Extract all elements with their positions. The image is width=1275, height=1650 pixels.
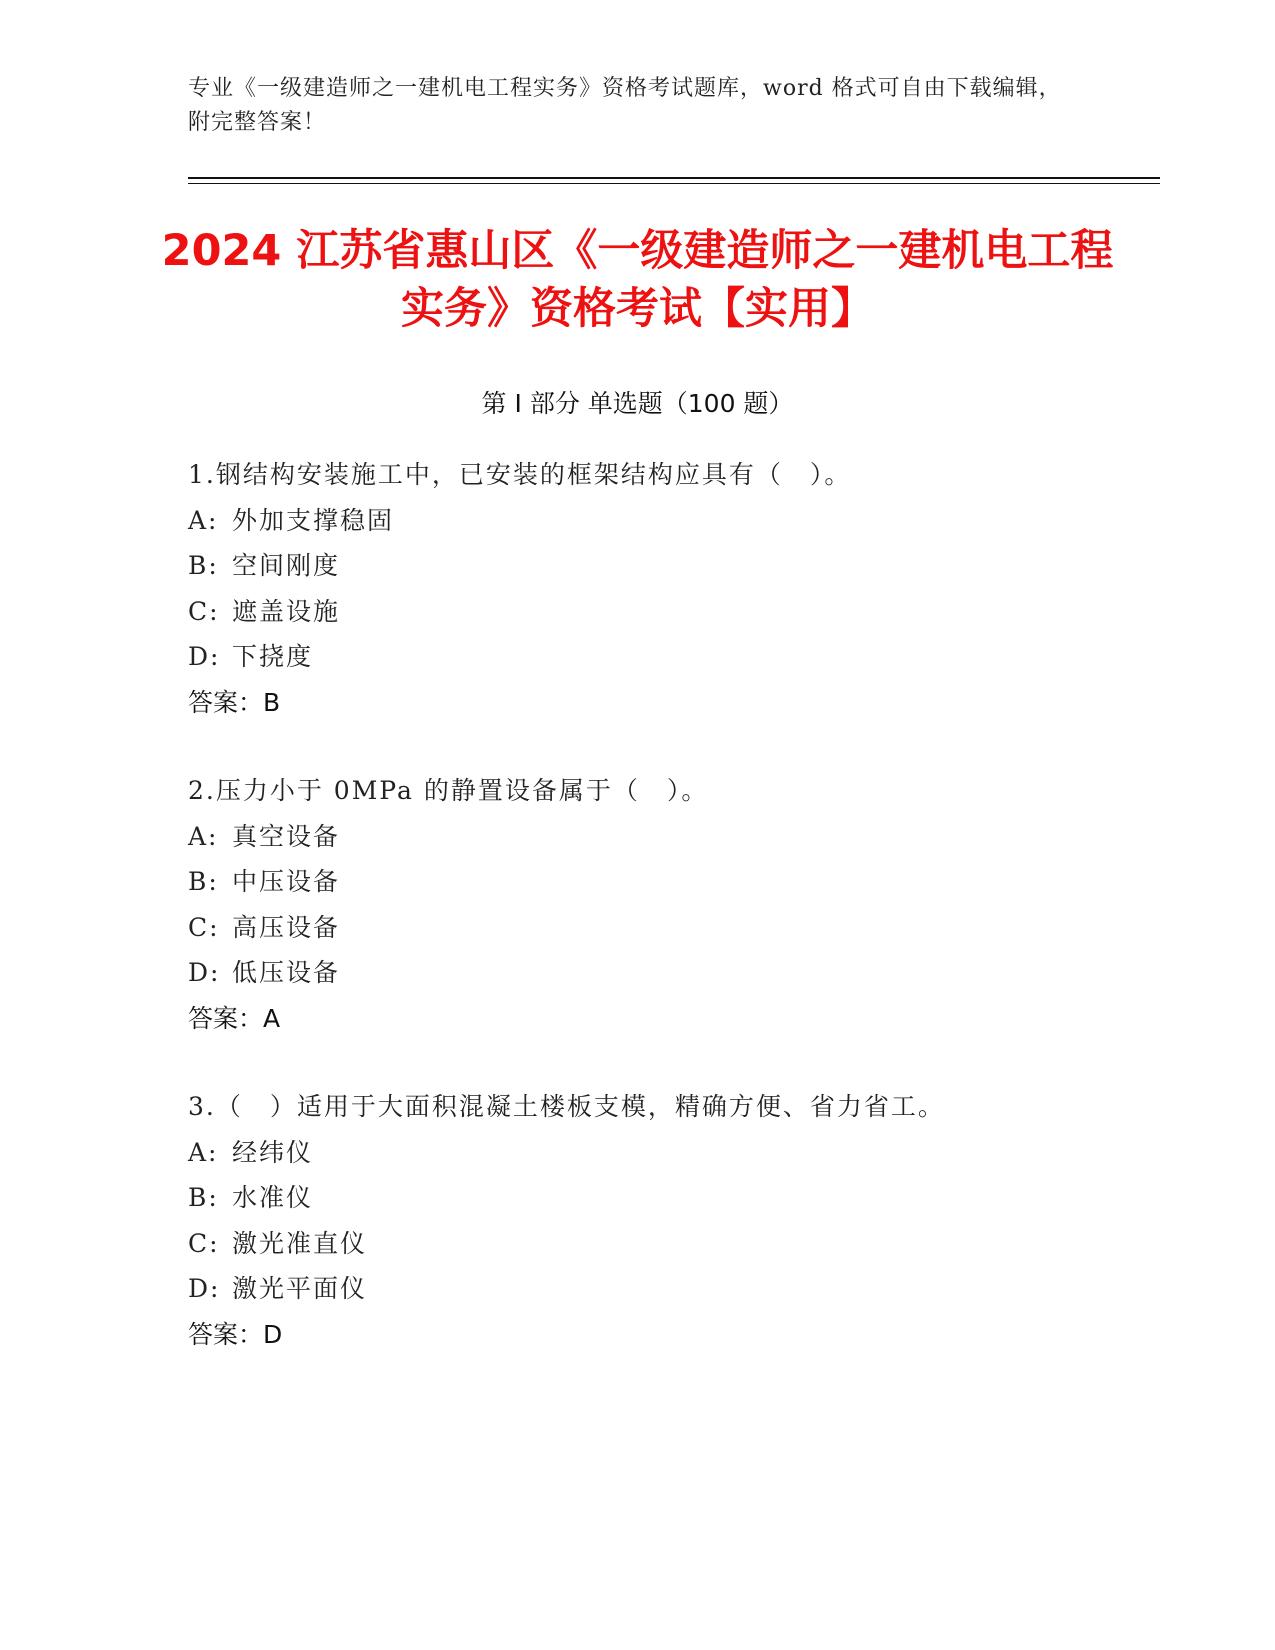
option-label: C: bbox=[188, 912, 220, 942]
option-a bbox=[188, 498, 1148, 544]
answer-prefix: 答案： bbox=[188, 1319, 264, 1349]
option-text: 遮盖设施 bbox=[232, 596, 341, 626]
option-text: 经纬仪 bbox=[232, 1137, 314, 1167]
option-b bbox=[188, 543, 1148, 589]
option-text: 激光准直仪 bbox=[232, 1228, 368, 1258]
question-stem: 3.（ ）适用于大面积混凝土楼板支模，精确方便、省力省工。 bbox=[188, 1092, 945, 1121]
option-b bbox=[188, 1175, 1148, 1221]
question-1 bbox=[188, 452, 1148, 726]
option-label: A: bbox=[188, 505, 219, 535]
option-label: A: bbox=[188, 821, 219, 851]
answer-prefix: 答案： bbox=[188, 687, 264, 717]
option-label: B: bbox=[188, 551, 219, 581]
question-stem: 2.压力小于 0MPa 的静置设备属于（ ）。 bbox=[188, 776, 709, 805]
option-text: 真空设备 bbox=[232, 821, 341, 851]
answer-prefix: 答案： bbox=[188, 1003, 264, 1033]
header-rule-thin bbox=[188, 183, 1160, 184]
option-label: C: bbox=[188, 596, 220, 626]
option-d bbox=[188, 950, 1148, 996]
section-title: 第 I 部分 单选题（100 题） bbox=[481, 389, 794, 418]
option-text: 水准仪 bbox=[232, 1183, 314, 1213]
option-a bbox=[188, 814, 1148, 860]
option-label: B: bbox=[188, 867, 219, 897]
answer-line bbox=[188, 996, 1148, 1042]
option-label: D: bbox=[188, 1274, 221, 1304]
option-c bbox=[188, 905, 1148, 951]
question-2 bbox=[188, 768, 1148, 1042]
option-c bbox=[188, 589, 1148, 635]
answer-value: B bbox=[263, 687, 281, 717]
option-text: 高压设备 bbox=[232, 912, 341, 942]
option-label: C: bbox=[188, 1228, 220, 1258]
option-a bbox=[188, 1130, 1148, 1176]
option-label: B: bbox=[188, 1183, 219, 1213]
answer-value: A bbox=[263, 1003, 281, 1033]
option-text: 空间刚度 bbox=[232, 551, 341, 581]
header-rule-thick bbox=[188, 177, 1160, 179]
answer-line bbox=[188, 680, 1148, 726]
option-label: D: bbox=[188, 958, 221, 988]
option-label: A: bbox=[188, 1137, 219, 1167]
option-c bbox=[188, 1221, 1148, 1267]
answer-line bbox=[188, 1312, 1148, 1358]
option-d bbox=[188, 634, 1148, 680]
option-b bbox=[188, 859, 1148, 905]
answer-value: D bbox=[263, 1319, 283, 1349]
option-text: 低压设备 bbox=[232, 958, 341, 988]
question-3 bbox=[188, 1084, 1148, 1358]
option-text: 激光平面仪 bbox=[232, 1274, 368, 1304]
question-stem: 1.钢结构安装施工中，已安装的框架结构应具有（ ）。 bbox=[188, 460, 852, 489]
document-title: 2024 江苏省惠山区《一级建造师之一建机电工程实务》资格考试【实用】 bbox=[161, 226, 1114, 334]
header-note: 专业《一级建造师之一建机电工程实务》资格考试题库，word 格式可自由下载编辑，附完整答案！ bbox=[188, 76, 1062, 135]
option-text: 中压设备 bbox=[232, 867, 341, 897]
option-d bbox=[188, 1266, 1148, 1312]
option-text: 外加支撑稳固 bbox=[232, 505, 395, 535]
option-label: D: bbox=[188, 642, 221, 672]
option-text: 下挠度 bbox=[232, 642, 314, 672]
